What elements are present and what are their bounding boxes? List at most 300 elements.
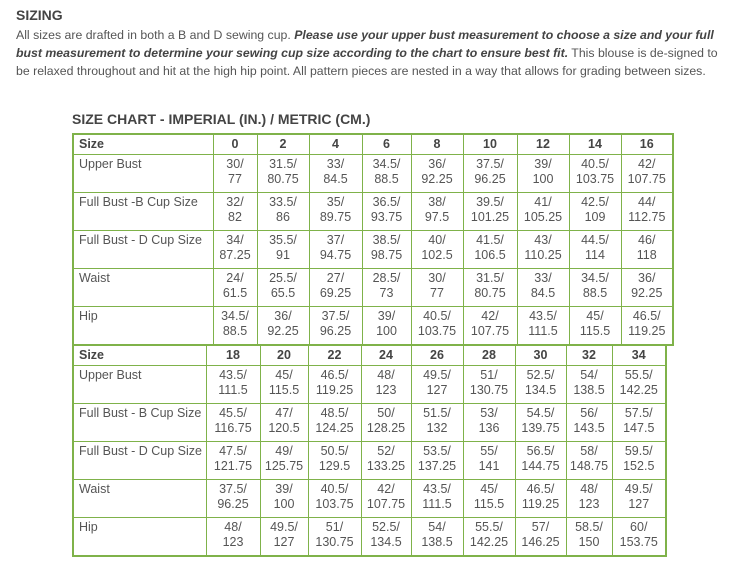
metric-value: 119.25: [315, 383, 354, 397]
table-row: [73, 404, 666, 442]
measurement-cell: [463, 231, 517, 269]
metric-value: 107.75: [366, 497, 406, 511]
measurement-label: Full Bust -B Cup Size: [73, 193, 213, 231]
measurement-cell: [260, 518, 308, 557]
metric-value: 127: [628, 497, 650, 511]
imperial-value: 36/: [428, 157, 446, 171]
metric-value: 128.25: [366, 421, 406, 435]
metric-value: 109: [584, 210, 606, 224]
imperial-value: 39/: [377, 309, 396, 323]
size-header-cell: 10: [463, 134, 517, 155]
imperial-value: 49/: [275, 444, 293, 458]
metric-value: 112.75: [628, 210, 666, 224]
imperial-value: 54.5/: [526, 406, 555, 420]
measurement-cell: [515, 518, 566, 557]
imperial-value: 35.5/: [269, 233, 297, 247]
imperial-value: 38.5/: [372, 233, 401, 247]
table-row: [73, 155, 673, 193]
size-header-cell: 2: [257, 134, 309, 155]
measurement-cell: [361, 366, 411, 404]
imperial-value: 48/: [580, 482, 598, 496]
metric-value: 142.25: [619, 383, 658, 397]
measurement-cell: [569, 231, 621, 269]
imperial-value: 37.5/: [219, 482, 247, 496]
imperial-value: 39.5/: [476, 195, 504, 209]
imperial-value: 55.5/: [624, 368, 653, 382]
measurement-cell: [260, 366, 308, 404]
metric-value: 96.25: [217, 497, 249, 511]
intro-text-2: This blouse is de-signed to be relaxed throughout and hit at the high hip point. All pattern pieces are nested in a way that allows for grading between sizes.: [16, 46, 718, 78]
measurement-cell: [463, 307, 517, 346]
measurement-cell: [411, 518, 463, 557]
measurement-cell: [411, 480, 463, 518]
measurement-cell: [257, 269, 309, 307]
metric-value: 103.75: [417, 324, 457, 338]
metric-value: 73: [379, 286, 394, 300]
imperial-value: 30/: [428, 271, 446, 285]
measurement-cell: [515, 442, 566, 480]
size-header-cell: 14: [569, 134, 621, 155]
measurement-cell: [463, 518, 515, 557]
metric-value: 80.75: [474, 286, 506, 300]
intro-emphasis: Please use your upper bust measurement to choose a size and your full bust measurement to determine your sewing cup size according to the chart to ensure best fit.: [16, 28, 714, 60]
table-row: [73, 307, 673, 346]
imperial-value: 51/: [480, 368, 498, 382]
metric-value: 138.5: [421, 535, 453, 549]
measurement-cell: [566, 442, 612, 480]
metric-value: 125.75: [264, 459, 304, 473]
imperial-value: 46.5/: [632, 309, 661, 323]
imperial-value: 58/: [580, 444, 598, 458]
metric-value: 147.5: [623, 421, 655, 435]
metric-value: 65.5: [270, 286, 296, 300]
table-row: [73, 193, 673, 231]
imperial-value: 44.5/: [581, 233, 609, 247]
measurement-cell: [569, 193, 621, 231]
size-header-cell: 18: [206, 345, 260, 366]
imperial-value: 38/: [428, 195, 446, 209]
metric-value: 115.5: [268, 383, 300, 397]
metric-value: 105.25: [523, 210, 563, 224]
metric-value: 111.5: [422, 497, 452, 511]
metric-value: 92.25: [631, 286, 663, 300]
measurement-cell: [362, 155, 411, 193]
imperial-value: 45/: [586, 309, 604, 323]
imperial-value: 24/: [226, 271, 244, 285]
measurement-cell: [260, 480, 308, 518]
metric-value: 107.75: [627, 172, 666, 186]
metric-value: 134.5: [524, 383, 557, 397]
imperial-value: 41/: [534, 195, 552, 209]
size-header-cell: 26: [411, 345, 463, 366]
measurement-cell: [206, 442, 260, 480]
metric-value: 91: [276, 248, 290, 262]
measurement-cell: [213, 307, 257, 346]
metric-value: 152.5: [623, 459, 655, 473]
imperial-value: 58.5/: [575, 520, 603, 534]
measurement-cell: [308, 480, 361, 518]
imperial-value: 46/: [638, 233, 656, 247]
measurement-cell: [411, 193, 463, 231]
imperial-value: 25.5/: [269, 271, 297, 285]
measurement-cell: [463, 269, 517, 307]
measurement-cell: [213, 269, 257, 307]
measurement-label: Upper Bust: [73, 366, 206, 404]
metric-value: 100: [532, 172, 554, 186]
size-table-small: [72, 133, 674, 346]
imperial-value: 47.5/: [219, 444, 247, 458]
measurement-cell: [411, 269, 463, 307]
measurement-cell: [308, 366, 361, 404]
size-header-cell: 8: [411, 134, 463, 155]
imperial-value: 48/: [377, 368, 395, 382]
imperial-value: 48/: [224, 520, 242, 534]
imperial-value: 49.5/: [423, 368, 451, 382]
metric-value: 93.75: [370, 210, 403, 224]
imperial-value: 45.5/: [219, 406, 247, 420]
metric-value: 96.25: [319, 324, 352, 338]
metric-value: 144.75: [521, 459, 560, 473]
metric-value: 84.5: [323, 172, 348, 186]
metric-value: 107.75: [470, 324, 510, 338]
imperial-value: 33.5/: [269, 195, 297, 209]
metric-value: 150: [578, 535, 600, 549]
measurement-cell: [612, 480, 666, 518]
imperial-value: 40.5/: [423, 309, 451, 323]
measurement-label: Full Bust - D Cup Size: [73, 442, 206, 480]
imperial-value: 46.5/: [526, 482, 555, 496]
measurement-cell: [621, 155, 673, 193]
size-header-cell: 34: [612, 345, 666, 366]
measurement-cell: [308, 442, 361, 480]
measurement-cell: [621, 307, 673, 346]
table-header-row: [73, 134, 673, 155]
imperial-value: 42/: [481, 309, 499, 323]
metric-value: 111.5: [218, 383, 248, 397]
measurement-cell: [362, 193, 411, 231]
imperial-value: 43.5/: [423, 482, 451, 496]
measurement-cell: [569, 269, 621, 307]
measurement-cell: [257, 155, 309, 193]
measurement-cell: [362, 231, 411, 269]
metric-value: 110.25: [524, 248, 562, 262]
metric-value: 118: [636, 248, 657, 262]
table-row: [73, 269, 673, 307]
measurement-cell: [411, 231, 463, 269]
metric-value: 123: [222, 535, 244, 549]
measurement-cell: [257, 193, 309, 231]
metric-value: 89.75: [319, 210, 352, 224]
metric-value: 84.5: [530, 286, 556, 300]
imperial-value: 51/: [325, 520, 344, 534]
metric-value: 124.25: [315, 421, 354, 435]
measurement-cell: [517, 155, 569, 193]
measurement-cell: [309, 269, 362, 307]
imperial-value: 39/: [534, 157, 552, 171]
imperial-value: 34.5/: [581, 271, 609, 285]
size-header-cell: 22: [308, 345, 361, 366]
imperial-value: 54/: [428, 520, 446, 534]
measurement-cell: [515, 366, 566, 404]
size-header-cell: 20: [260, 345, 308, 366]
imperial-value: 27/: [326, 271, 345, 285]
imperial-value: 37.5/: [476, 157, 504, 171]
measurement-cell: [515, 404, 566, 442]
measurement-cell: [206, 518, 260, 557]
metric-value: 130.75: [315, 535, 354, 549]
measurement-cell: [361, 404, 411, 442]
imperial-value: 50.5/: [320, 444, 349, 458]
metric-value: 119.25: [628, 324, 666, 338]
metric-value: 102.5: [421, 248, 453, 262]
imperial-value: 57/: [531, 520, 550, 534]
measurement-cell: [569, 155, 621, 193]
metric-value: 137.25: [417, 459, 457, 473]
metric-value: 111.5: [528, 324, 558, 338]
measurement-cell: [362, 307, 411, 346]
imperial-value: 42/: [638, 157, 656, 171]
metric-value: 115.5: [579, 324, 611, 338]
size-header-label: Size: [73, 345, 206, 366]
imperial-value: 52.5/: [372, 520, 400, 534]
measurement-cell: [463, 480, 515, 518]
size-header-cell: 24: [361, 345, 411, 366]
measurement-cell: [213, 155, 257, 193]
measurement-cell: [308, 518, 361, 557]
measurement-cell: [569, 307, 621, 346]
measurement-cell: [308, 404, 361, 442]
imperial-value: 43.5/: [219, 368, 247, 382]
imperial-value: 43/: [534, 233, 552, 247]
metric-value: 153.75: [619, 535, 658, 549]
measurement-cell: [362, 269, 411, 307]
metric-value: 120.5: [268, 421, 300, 435]
metric-value: 127: [426, 383, 448, 397]
metric-value: 139.75: [521, 421, 560, 435]
measurement-cell: [612, 442, 666, 480]
metric-value: 130.75: [469, 383, 509, 397]
imperial-value: 53.5/: [423, 444, 451, 458]
metric-value: 88.5: [222, 324, 248, 338]
metric-value: 133.25: [366, 459, 406, 473]
measurement-cell: [361, 518, 411, 557]
metric-value: 148.75: [569, 459, 609, 473]
imperial-value: 43.5/: [529, 309, 557, 323]
table-row: [73, 231, 673, 269]
measurement-cell: [213, 231, 257, 269]
imperial-value: 52/: [377, 444, 395, 458]
intro-paragraph: [16, 26, 728, 80]
measurement-label: Waist: [73, 480, 206, 518]
metric-value: 123: [578, 497, 600, 511]
metric-value: 106.5: [474, 248, 506, 262]
measurement-cell: [411, 366, 463, 404]
measurement-cell: [612, 366, 666, 404]
imperial-value: 46.5/: [320, 368, 349, 382]
imperial-value: 50/: [377, 406, 395, 420]
metric-value: 98.75: [370, 248, 403, 262]
imperial-value: 54/: [580, 368, 598, 382]
measurement-cell: [566, 518, 612, 557]
metric-value: 80.75: [267, 172, 299, 186]
measurement-cell: [206, 366, 260, 404]
measurement-cell: [517, 269, 569, 307]
measurement-cell: [257, 231, 309, 269]
metric-value: 143.5: [573, 421, 605, 435]
imperial-value: 36.5/: [372, 195, 401, 209]
measurement-label: Waist: [73, 269, 213, 307]
imperial-value: 45/: [480, 482, 498, 496]
metric-value: 119.25: [521, 497, 560, 511]
measurement-cell: [517, 193, 569, 231]
imperial-value: 53/: [480, 406, 498, 420]
metric-value: 61.5: [222, 286, 248, 300]
measurement-cell: [206, 480, 260, 518]
metric-value: 97.5: [424, 210, 450, 224]
measurement-cell: [621, 269, 673, 307]
imperial-value: 34.5/: [372, 157, 401, 171]
size-chart-title: SIZE CHART - IMPERIAL (IN.) / METRIC (CM.): [72, 111, 371, 127]
imperial-value: 33/: [326, 157, 345, 171]
metric-value: 100: [273, 497, 295, 511]
metric-value: 88.5: [374, 172, 399, 186]
imperial-value: 40/: [428, 233, 446, 247]
measurement-cell: [517, 307, 569, 346]
metric-value: 121.75: [213, 459, 253, 473]
measurement-cell: [309, 307, 362, 346]
metric-value: 127: [273, 535, 295, 549]
imperial-value: 36/: [274, 309, 292, 323]
imperial-value: 31.5/: [476, 271, 504, 285]
imperial-value: 55.5/: [475, 520, 503, 534]
imperial-value: 44/: [638, 195, 656, 209]
metric-value: 129.5: [318, 459, 351, 473]
metric-value: 77: [430, 286, 444, 300]
measurement-cell: [411, 307, 463, 346]
measurement-cell: [517, 231, 569, 269]
imperial-value: 40.5/: [320, 482, 349, 496]
measurement-cell: [621, 193, 673, 231]
measurement-label: Hip: [73, 307, 213, 346]
metric-value: 88.5: [582, 286, 608, 300]
size-header-label: Size: [73, 134, 213, 155]
measurement-label: Full Bust - B Cup Size: [73, 404, 206, 442]
size-header-cell: 4: [309, 134, 362, 155]
metric-value: 115.5: [473, 497, 505, 511]
metric-value: 123: [375, 383, 397, 397]
metric-value: 101.25: [470, 210, 510, 224]
measurement-cell: [361, 442, 411, 480]
imperial-value: 47/: [275, 406, 293, 420]
measurement-cell: [411, 404, 463, 442]
metric-value: 100: [376, 324, 397, 338]
imperial-value: 60/: [630, 520, 648, 534]
metric-value: 142.25: [469, 535, 509, 549]
table-row: [73, 480, 666, 518]
imperial-value: 59.5/: [624, 444, 653, 458]
metric-value: 132: [426, 421, 448, 435]
metric-value: 103.75: [575, 172, 615, 186]
metric-value: 96.25: [474, 172, 506, 186]
table-header-row: [73, 345, 666, 366]
intro-text-1: All sizes are drafted in both a B and D sewing cup.: [16, 28, 295, 42]
measurement-cell: [260, 442, 308, 480]
measurement-cell: [213, 193, 257, 231]
imperial-value: 34/: [226, 233, 244, 247]
imperial-value: 37/: [326, 233, 345, 247]
measurement-cell: [257, 307, 309, 346]
measurement-cell: [566, 366, 612, 404]
metric-value: 87.25: [219, 248, 251, 262]
size-header-cell: 32: [566, 345, 612, 366]
table-row: [73, 366, 666, 404]
imperial-value: 36/: [638, 271, 656, 285]
measurement-cell: [566, 404, 612, 442]
size-header-cell: 0: [213, 134, 257, 155]
imperial-value: 32/: [226, 195, 244, 209]
imperial-value: 51.5/: [423, 406, 451, 420]
metric-value: 116.75: [214, 421, 252, 435]
size-table-large: [72, 344, 667, 557]
imperial-value: 56/: [580, 406, 598, 420]
measurement-cell: [411, 155, 463, 193]
measurement-label: Upper Bust: [73, 155, 213, 193]
measurement-cell: [621, 231, 673, 269]
imperial-value: 41.5/: [476, 233, 504, 247]
measurement-cell: [309, 193, 362, 231]
imperial-value: 33/: [534, 271, 552, 285]
size-header-cell: 30: [515, 345, 566, 366]
measurement-cell: [463, 366, 515, 404]
imperial-value: 35/: [326, 195, 345, 209]
imperial-value: 55/: [480, 444, 498, 458]
metric-value: 69.25: [319, 286, 352, 300]
imperial-value: 49.5/: [624, 482, 653, 496]
measurement-label: Full Bust - D Cup Size: [73, 231, 213, 269]
metric-value: 114: [585, 248, 605, 262]
measurement-cell: [309, 155, 362, 193]
imperial-value: 49.5/: [270, 520, 298, 534]
imperial-value: 56.5/: [526, 444, 555, 458]
imperial-value: 30/: [226, 157, 244, 171]
metric-value: 138.5: [573, 383, 605, 397]
imperial-value: 28.5/: [372, 271, 401, 285]
measurement-cell: [309, 231, 362, 269]
imperial-value: 40.5/: [581, 157, 609, 171]
metric-value: 82: [228, 210, 242, 224]
imperial-value: 52.5/: [526, 368, 555, 382]
size-header-cell: 28: [463, 345, 515, 366]
imperial-value: 31.5/: [269, 157, 297, 171]
measurement-cell: [463, 404, 515, 442]
measurement-cell: [515, 480, 566, 518]
measurement-cell: [612, 518, 666, 557]
measurement-cell: [566, 480, 612, 518]
imperial-value: 39/: [275, 482, 293, 496]
imperial-value: 57.5/: [624, 406, 653, 420]
measurement-cell: [206, 404, 260, 442]
measurement-cell: [463, 193, 517, 231]
metric-value: 92.25: [421, 172, 453, 186]
measurement-cell: [463, 442, 515, 480]
size-header-cell: 6: [362, 134, 411, 155]
metric-value: 86: [276, 210, 290, 224]
measurement-cell: [463, 155, 517, 193]
measurement-cell: [260, 404, 308, 442]
measurement-cell: [361, 480, 411, 518]
measurement-label: Hip: [73, 518, 206, 557]
table-row: [73, 442, 666, 480]
